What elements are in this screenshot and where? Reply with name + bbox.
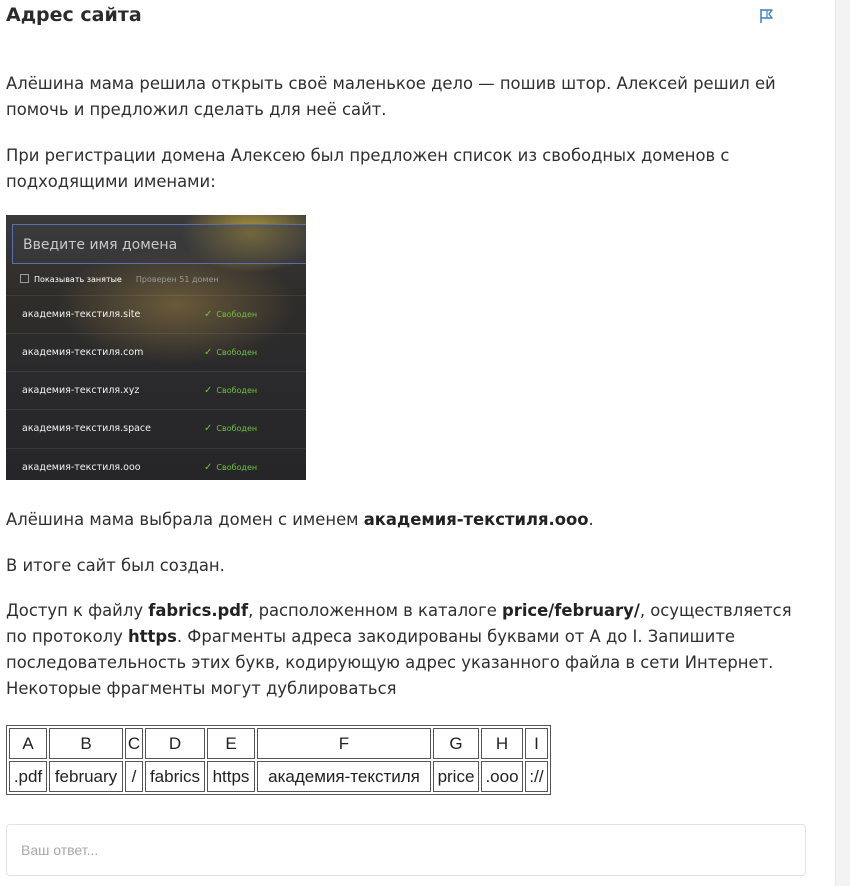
fragment-cell: академия-текстиля — [257, 761, 431, 792]
scrollbar-track[interactable] — [835, 0, 850, 886]
show-taken-label: Показывать занятые — [34, 275, 122, 284]
fragment-cell: :// — [525, 761, 548, 792]
letter-cell: C — [125, 728, 143, 759]
check-icon: ✓ — [204, 309, 213, 320]
protocol-name: https — [128, 627, 177, 646]
domain-row — [6, 409, 306, 448]
letter-cell: F — [257, 728, 431, 759]
domain-name: академия-текстиля.ooo — [22, 462, 141, 473]
domain-row — [6, 448, 306, 480]
domain-search-screenshot — [6, 215, 306, 480]
domain-row — [6, 371, 306, 410]
domain-status: ✓ Свободен — [204, 309, 258, 320]
check-icon: ✓ — [204, 385, 213, 396]
domain-name: академия-текстиля.space — [22, 423, 152, 434]
check-icon: ✓ — [204, 462, 213, 473]
domain-status: ✓ Свободен — [204, 347, 258, 358]
directory-name: price/february/ — [502, 601, 640, 620]
intro-paragraph: Алёшина мама решила открыть своё маленькое дело — пошив штор. Алексей решил ей помочь и предложил сделать для неё сайт. — [6, 74, 776, 119]
domain-name: академия-текстиля.xyz — [22, 385, 140, 396]
domain-name: академия-текстиля.com — [22, 347, 144, 358]
domain-row — [6, 333, 306, 372]
domain-status: ✓ Свободен — [204, 462, 258, 473]
fragments-table — [6, 725, 551, 795]
fragment-cell: / — [125, 761, 143, 792]
chosen-domain-paragraph: Алёшина мама выбрала домен с именем академия-текстиля.ооо. — [6, 510, 594, 529]
task-paragraph: Доступ к файлу fabrics.pdf, расположенном в каталоге price/february/, осуществляется по протоколу https. Фрагменты адреса закодированы буквами от А до I. Запишите последовательность этих букв, кодирующую адрес указанного файла в сети Интернет. Некоторые фрагменты могут дублироваться — [6, 601, 792, 698]
domain-status: ✓ Свободен — [204, 423, 258, 434]
letter-cell: A — [9, 728, 47, 759]
show-taken-checkbox — [20, 274, 29, 283]
letter-cell: D — [145, 728, 205, 759]
flag-icon[interactable] — [758, 7, 776, 25]
letter-cell: E — [207, 728, 255, 759]
fragment-cell: .ooo — [481, 761, 523, 792]
fragment-cell: https — [207, 761, 255, 792]
fragment-cell: .pdf — [9, 761, 47, 792]
fragments-row — [9, 761, 548, 792]
fragment-cell: february — [49, 761, 123, 792]
domain-row — [6, 295, 306, 334]
check-icon: ✓ — [204, 347, 213, 358]
answer-input[interactable] — [6, 824, 806, 876]
fragment-cell: fabrics — [145, 761, 205, 792]
letter-cell: B — [49, 728, 123, 759]
domain-name: академия-текстиля.site — [22, 309, 141, 320]
domain-search-input: Введите имя домена — [12, 224, 306, 264]
letter-cell: I — [525, 728, 548, 759]
letter-cell: H — [481, 728, 523, 759]
site-created-paragraph: В итоге сайт был создан. — [6, 556, 225, 575]
letters-row — [9, 728, 548, 759]
checked-count: Проверен 51 домен — [135, 275, 219, 284]
domain-search-options — [20, 274, 219, 284]
domain-status: ✓ Свободен — [204, 385, 258, 396]
fragment-cell: price — [433, 761, 479, 792]
letter-cell: G — [433, 728, 479, 759]
page-title: Адрес сайта — [6, 4, 142, 26]
domain-list-paragraph: При регистрации домена Алексею был предложен список из свободных доменов с подходящими именами: — [6, 146, 730, 191]
check-icon: ✓ — [204, 423, 213, 434]
file-name: fabrics.pdf — [148, 601, 249, 620]
chosen-domain: академия-текстиля.ооо — [363, 510, 589, 529]
